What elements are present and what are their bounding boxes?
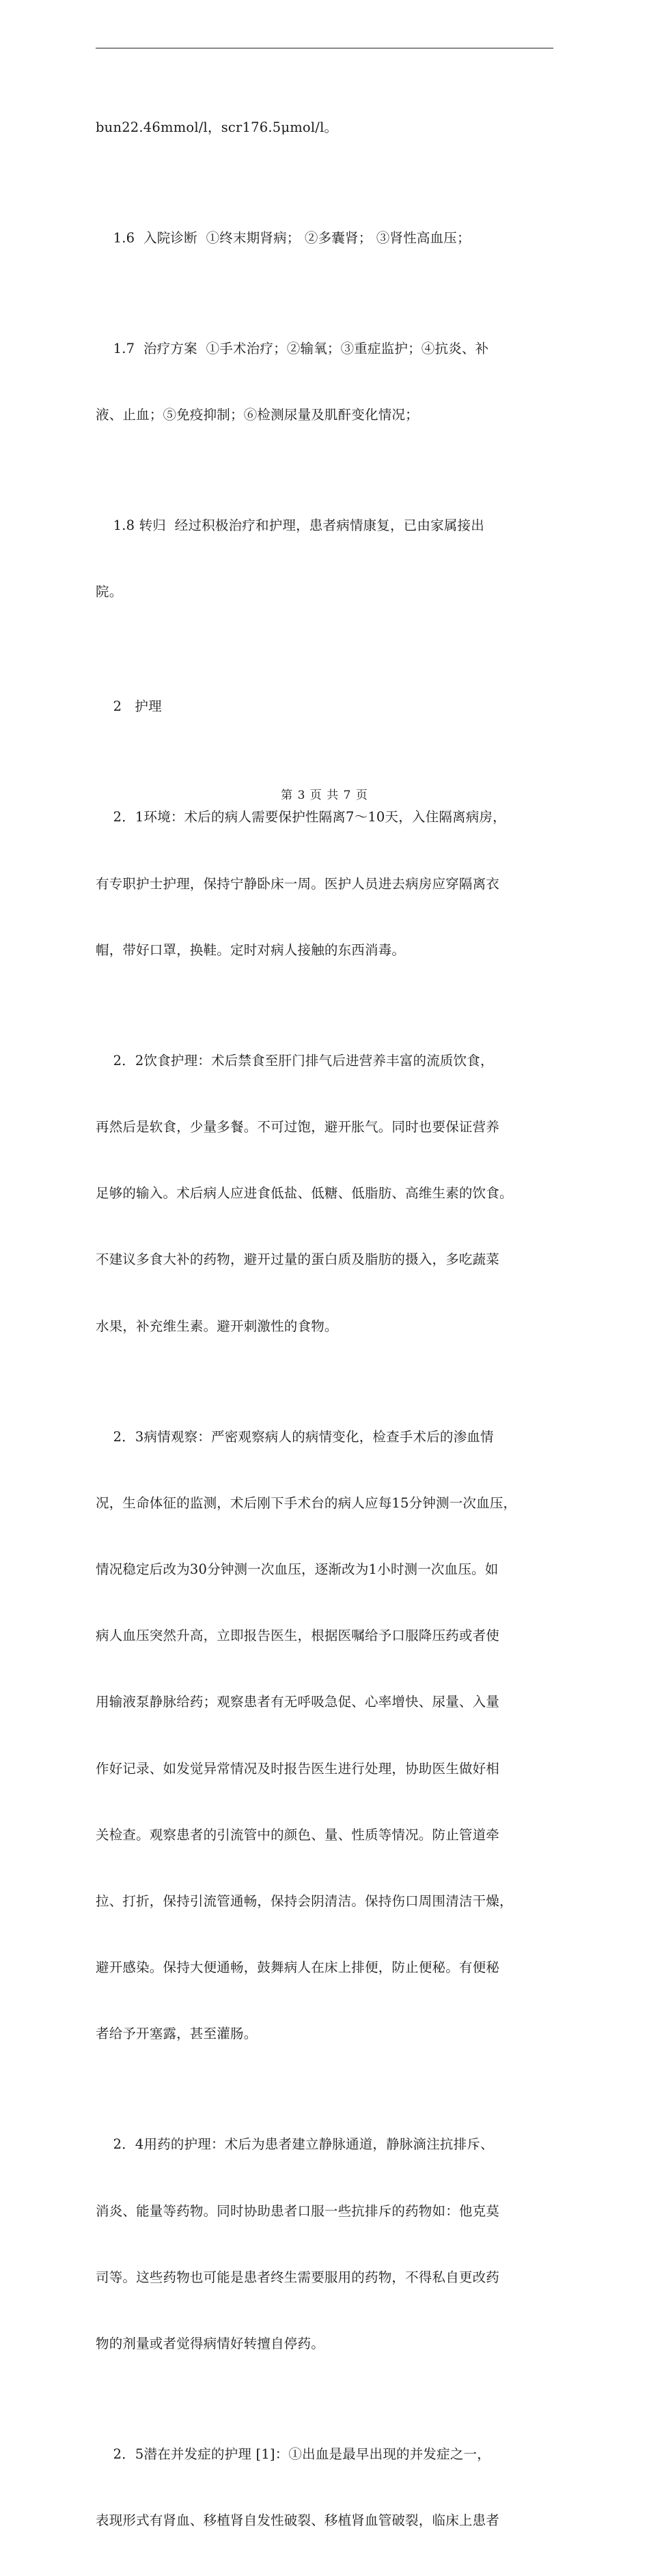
text-line: 表现形式有肾血、移植肾自发性破裂、移植肾血管破裂，临床上患者: [96, 2513, 500, 2529]
paragraph-lab-values: [96, 72, 555, 183]
paragraph-admission-diagnosis: [96, 183, 555, 294]
text-line: 有专职护士护理，保持宁静卧床一周。医护人员进去病房应穿隔离衣: [96, 875, 500, 892]
text-line: 2．3病情观察：严密观察病人的病情变化，检查手术后的渗血情: [96, 1428, 494, 1445]
paragraph-treatment-plan: [96, 294, 555, 470]
text-line: 物的剂量或者觉得病情好转擅自停药。: [96, 2336, 324, 2351]
page-number-footer: 第 3 页 共 7 页: [281, 789, 368, 802]
text-line: 2．1环境：术后的病人需要保护性隔离7～10天，入住隔离病房，: [96, 809, 506, 825]
text-line: 再然后是软食，少量多餐。不可过饱，避开胀气。同时也要保证营养: [96, 1118, 500, 1135]
text-line: bun22.46mmol/l，scr176.5μmol/l。: [96, 119, 338, 135]
text-line: 病人血压突然升高，立即报告医生，根据医嘱给予口服降压药或者使: [96, 1628, 500, 1644]
text-line: 2．2饮食护理：术后禁食至肝门排气后进营养丰富的流质饮食，: [96, 1052, 494, 1068]
text-line: 2 护理: [96, 698, 162, 715]
paragraph-medication-nursing: [96, 2090, 555, 2400]
text-line: 况，生命体征的监测，术后刚下手术台的病人应每15分钟测一次血压，: [96, 1495, 517, 1511]
text-line: 1.8 转归 经过积极治疗和护理，患者病情康复，已由家属接出: [96, 518, 484, 534]
text-line: 2．5潜在并发症的护理 [1]：①出血是最早出现的并发症之一，: [96, 2446, 491, 2463]
text-line: 者给予开塞露，甚至灌肠。: [96, 2026, 258, 2042]
paragraph-complication-nursing: [96, 2399, 555, 2576]
text-line: 帽，带好口罩，换鞋。定时对病人接触的东西消毒。: [96, 942, 406, 958]
text-line: 拉、打折，保持引流管通畅，保持会阴清洁。保持伤口周围清洁干燥，: [96, 1893, 513, 1909]
document-body: [96, 72, 555, 2576]
text-line: 2．4用药的护理：术后为患者建立静脉通道，静脉滴注抗排斥、: [96, 2136, 494, 2153]
paragraph-condition-observation: [96, 1382, 555, 2090]
text-line: 1.7 治疗方案 ①手术治疗；②输氧；③重症监护；④抗炎、补: [96, 340, 489, 356]
text-line: 液、止血；⑤免疫抑制；⑥检测尿量及肌酐变化情况；: [96, 407, 419, 423]
section-heading-nursing: [96, 651, 555, 762]
text-line: 水果，补充维生素。避开刺激性的食物。: [96, 1318, 338, 1334]
text-line: 足够的输入。术后病人应进食低盐、低糖、低脂肪、高维生素的饮食。: [96, 1185, 513, 1202]
text-line: 作好记录、如发觉异常情况及时报告医生进行处理，协助医生做好相: [96, 1760, 500, 1777]
text-line: 消炎、能量等药物。同时协助患者口服一些抗排斥的药物如：他克莫: [96, 2203, 500, 2219]
text-line: 避开感染。保持大便通畅，鼓舞病人在床上排便，防止便秘。有便秘: [96, 1959, 500, 1976]
paragraph-outcome: [96, 470, 555, 647]
paragraph-diet-nursing: [96, 1006, 555, 1382]
text-line: 用输液泵静脉给药；观察患者有无呼吸急促、心率增快、尿量、入量: [96, 1694, 500, 1710]
text-line: 情况稳定后改为30分钟测一次血压，逐渐改为1小时测一次血压。如: [96, 1561, 499, 1577]
text-line: 院。: [96, 584, 123, 600]
text-line: 不建议多食大补的药物，避开过量的蛋白质及脂肪的摄入，多吃蔬菜: [96, 1251, 500, 1268]
text-line: 司等。这些药物也可能是患者终生需要服用的药物，不得私自更改药: [96, 2269, 500, 2285]
text-line: 关检查。观察患者的引流管中的颜色、量、性质等情况。防止管道牵: [96, 1826, 500, 1843]
text-line: 1.6 入院诊断 ①终末期肾病； ②多囊肾； ③肾性高血压；: [96, 229, 471, 246]
